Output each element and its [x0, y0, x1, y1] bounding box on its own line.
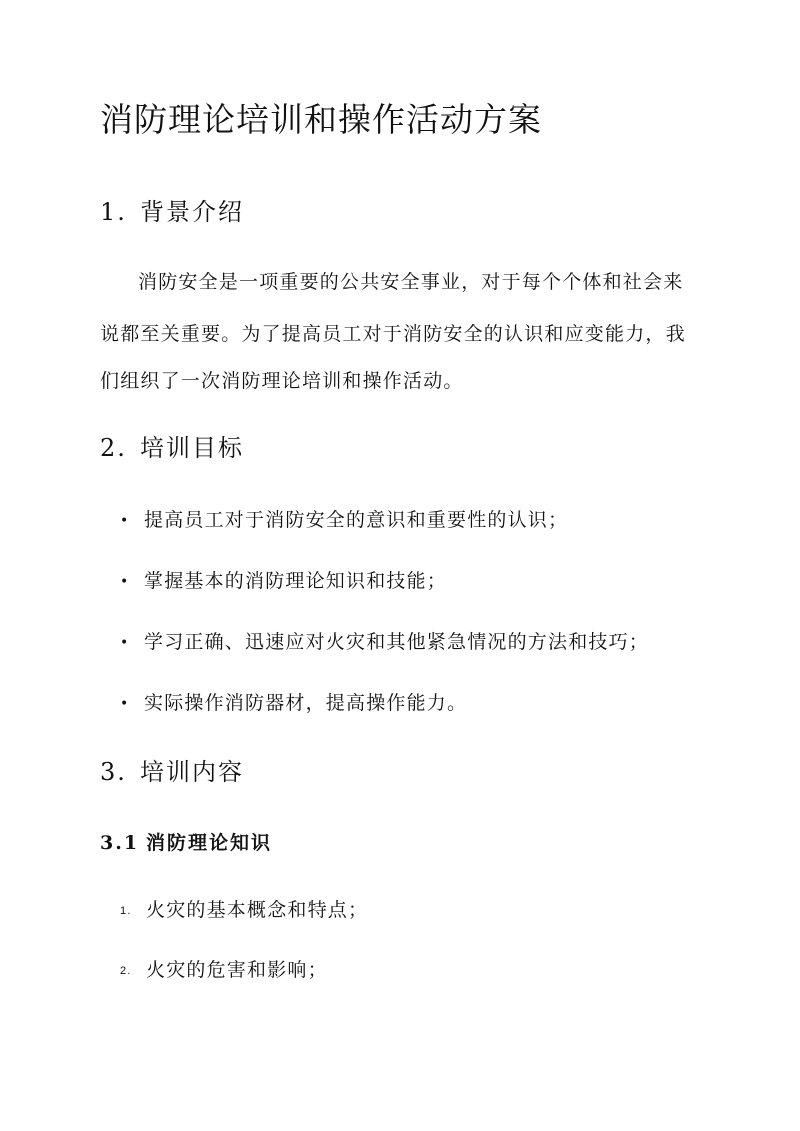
item-number: 2. — [120, 965, 132, 977]
section-heading-background — [100, 196, 244, 228]
item-text: 火灾的危害和影响； — [146, 959, 328, 981]
paragraph-line: 说都至关重要。为了提高员工对于消防安全的认识和应变能力，我 — [100, 323, 686, 345]
subsection-title: 消防理论知识 — [146, 832, 273, 854]
document-title: 消防理论培训和操作活动方案 — [100, 100, 542, 139]
item-number: 1. — [120, 905, 132, 917]
section-number: 2. — [100, 434, 127, 462]
section-title: 背景介绍 — [140, 198, 244, 226]
section-heading-goals — [100, 432, 244, 464]
list-item — [120, 689, 467, 718]
list-item-text: 学习正确、迅速应对火灾和其他紧急情况的方法和技巧； — [144, 631, 650, 653]
list-item — [120, 506, 568, 535]
section-title: 培训内容 — [140, 758, 244, 786]
bullet-icon: • — [120, 574, 130, 590]
item-text: 火灾的基本概念和特点； — [146, 899, 369, 921]
subsection-number: 3.1 — [100, 832, 140, 854]
bullet-icon: • — [120, 635, 130, 651]
bullet-icon: • — [120, 513, 130, 529]
section-heading-content — [100, 756, 244, 788]
list-item-text: 掌握基本的消防理论知识和技能； — [144, 570, 448, 592]
section-title: 培训目标 — [140, 434, 244, 462]
bullet-icon: • — [120, 696, 130, 712]
numbered-item — [120, 896, 368, 925]
section-number: 1. — [100, 198, 127, 226]
paragraph-line: 消防安全是一项重要的公共安全事业，对于每个个体和社会来 — [138, 271, 684, 293]
list-item-text: 实际操作消防器材，提高操作能力。 — [144, 692, 468, 714]
numbered-item — [120, 956, 328, 985]
list-item — [120, 628, 649, 657]
list-item-text: 提高员工对于消防安全的意识和重要性的认识； — [144, 509, 569, 531]
list-item — [120, 567, 447, 596]
subsection-heading — [100, 830, 272, 856]
section-number: 3. — [100, 758, 127, 786]
paragraph-line: 们组织了一次消防理论培训和操作活动。 — [100, 370, 464, 392]
